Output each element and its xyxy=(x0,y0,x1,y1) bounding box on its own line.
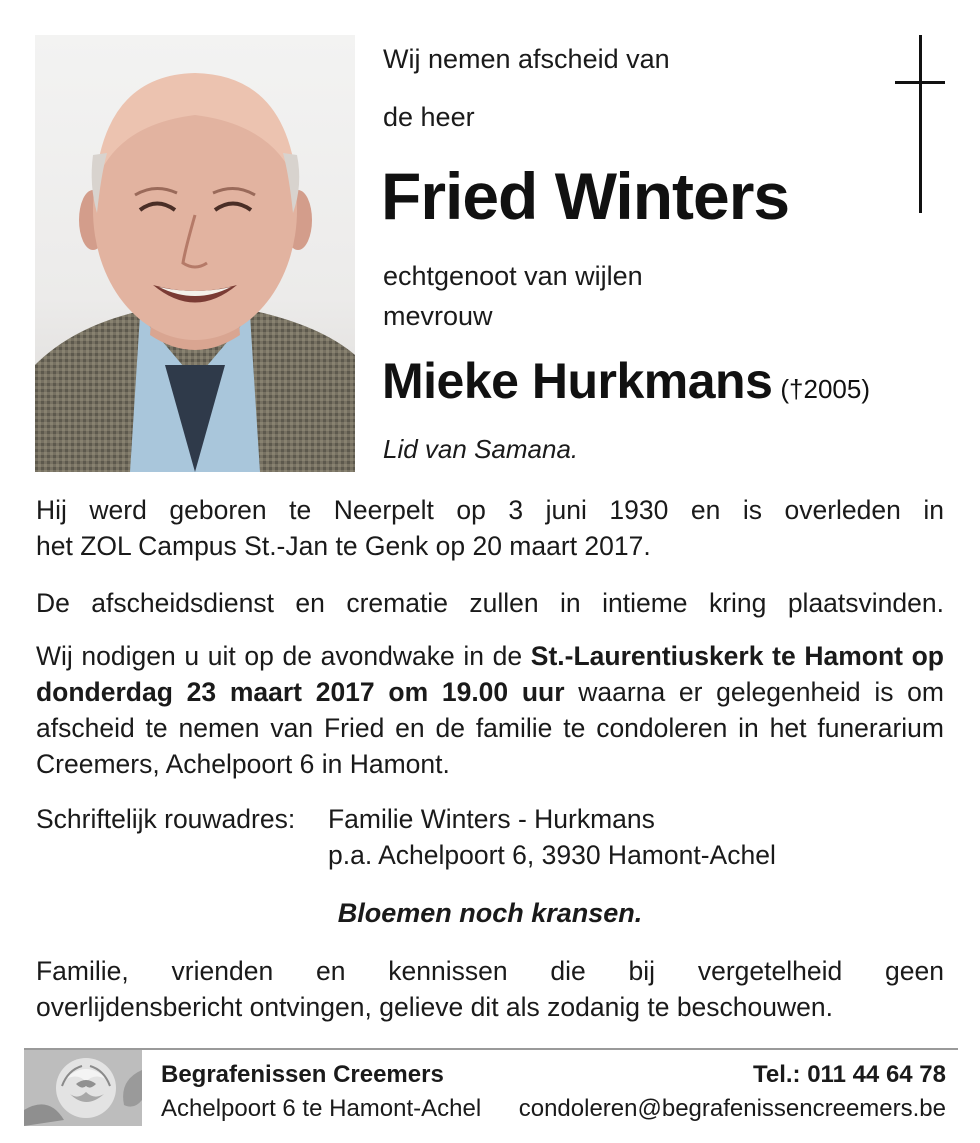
address-label: Schriftelijk rouwadres: xyxy=(36,804,296,834)
address-line-2: p.a. Achelpoort 6, 3930 Hamont-Achel xyxy=(328,840,776,870)
wake-text-1: Wij nodigen u uit op de avondwake in de xyxy=(36,641,531,671)
wake-text-2: waarna er gelegenheid is om afscheid te nemen van Fried en de familie te condoleren in het funerarium Creemers, Achelpoort 6 in Hamont. xyxy=(36,677,944,779)
funeral-home-address: Achelpoort 6 te Hamont-Achel xyxy=(161,1095,482,1122)
closing-line-1: Familie, vrienden en kennissen die bij vergetelheid geen xyxy=(36,956,944,986)
funeral-home-phone: Tel.: 011 44 64 78 xyxy=(752,1061,946,1088)
cross-icon xyxy=(895,35,947,215)
spouse-intro-line-2: mevrouw xyxy=(383,301,493,331)
service-paragraph: De afscheidsdienst en crematie zullen in intieme kring plaatsvinden. xyxy=(36,588,944,618)
funeral-home-name: Begrafenissen Creemers xyxy=(161,1061,444,1088)
spouse-name-line xyxy=(382,352,870,410)
intro-line-1: Wij nemen afscheid van xyxy=(383,44,670,74)
funeral-home-email[interactable]: condoleren@begrafenissencreemers.be xyxy=(518,1095,946,1122)
wake-location-time: St.-Laurentiuskerk te Hamont op donderdag 23 maart 2017 om 19.00 uur xyxy=(36,641,944,707)
flowers-note: Bloemen noch kransen. xyxy=(337,898,643,928)
membership-note: Lid van Samana. xyxy=(383,434,579,464)
closing-paragraph xyxy=(36,953,944,1025)
wake-paragraph xyxy=(36,638,944,782)
birth-line-2: het ZOL Campus St.-Jan te Genk op 20 maart 2017. xyxy=(36,531,651,561)
portrait-photo xyxy=(35,35,355,472)
rose-icon xyxy=(24,1050,142,1126)
closing-line-2: overlijdensbericht ontvingen, gelieve dit als zodanig te beschouwen. xyxy=(36,992,833,1022)
deceased-name: Fried Winters xyxy=(381,159,790,233)
spouse-death-year: (†2005) xyxy=(780,374,871,404)
address-line-1: Familie Winters - Hurkmans xyxy=(328,804,655,834)
footer-divider xyxy=(24,1048,958,1050)
intro-line-2: de heer xyxy=(383,102,475,132)
birth-paragraph xyxy=(36,492,944,564)
spouse-name: Mieke Hurkmans xyxy=(382,353,773,409)
spouse-intro-line-1: echtgenoot van wijlen xyxy=(383,261,643,291)
birth-line-1: Hij werd geboren te Neerpelt op 3 juni 1930 en is overleden in xyxy=(36,495,944,525)
